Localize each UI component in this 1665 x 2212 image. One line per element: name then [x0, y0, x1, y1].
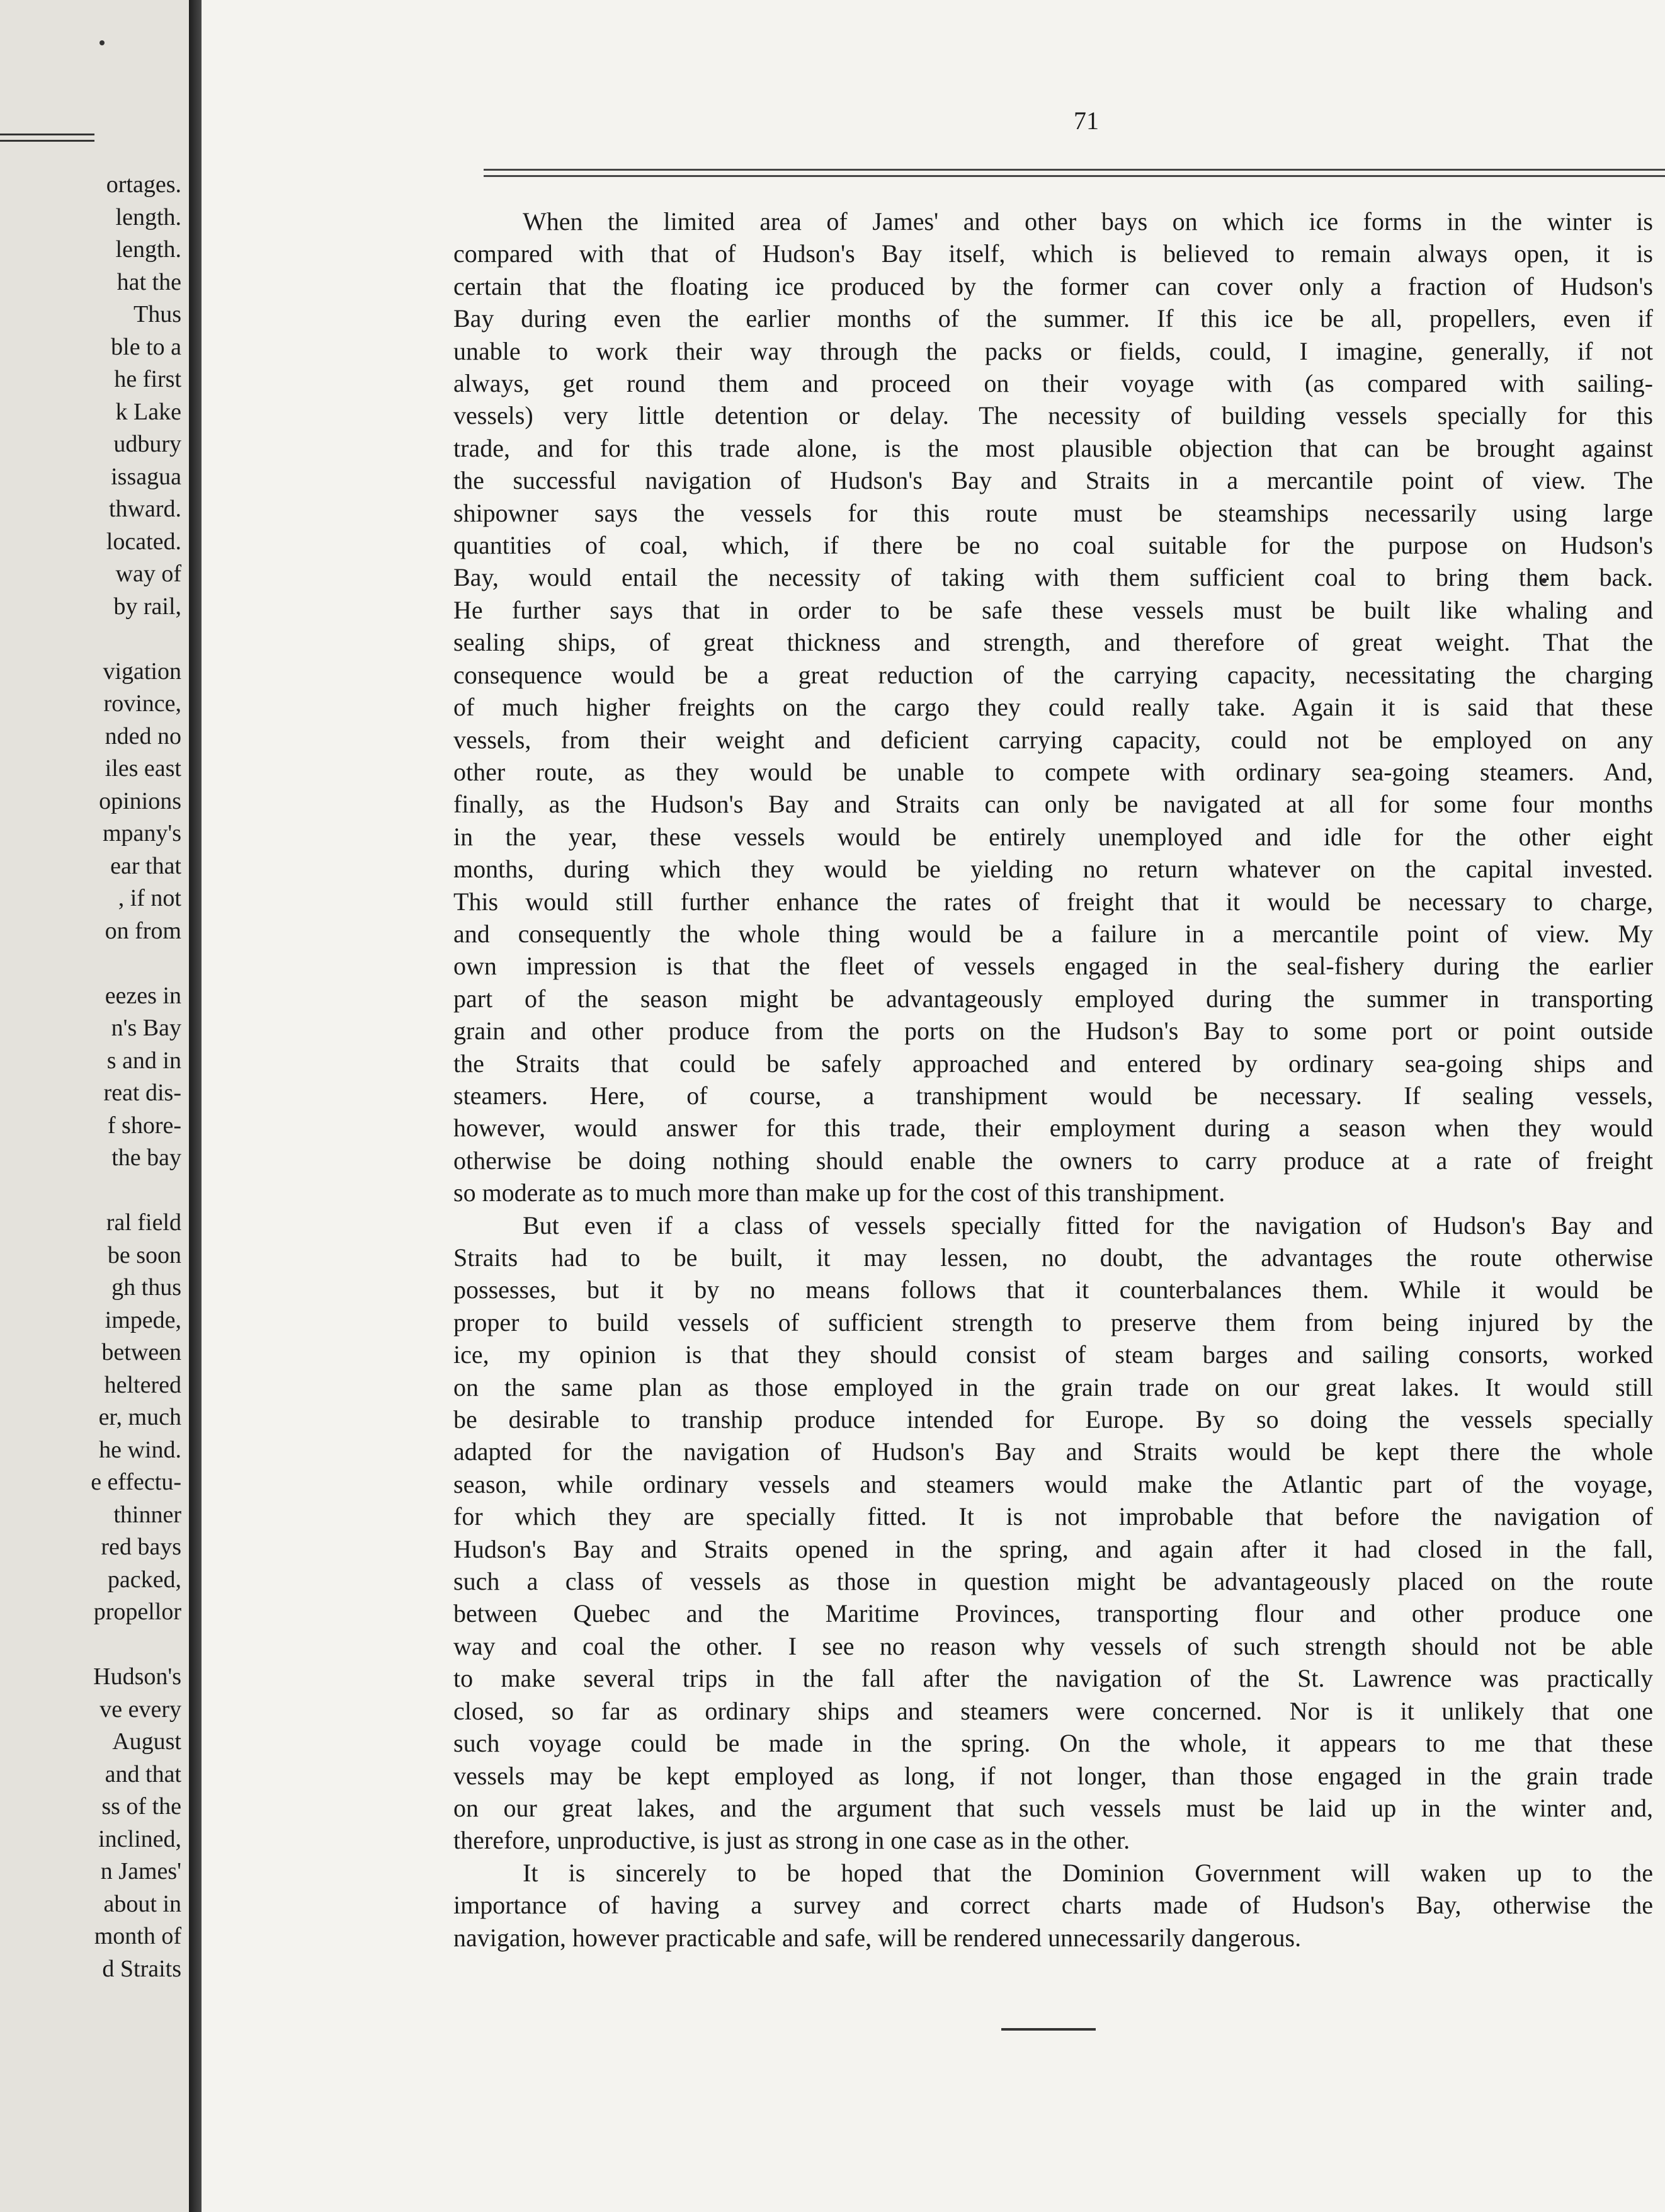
text-line: closed, so far as ordinary ships and steamers were concerned. Nor is it unlikely that one: [453, 1696, 1653, 1725]
left-page-line: iles east: [105, 755, 181, 782]
left-page-line: Hudson's: [93, 1663, 181, 1690]
text-line: the Straits that could be safely approached and entered by ordinary sea-going ships and: [453, 1049, 1653, 1078]
paragraph: [453, 1857, 1653, 1954]
text-line: vessels, from their weight and deficient carrying capacity, could not be employed on any: [453, 725, 1653, 754]
text-line: trade, and for this trade alone, is the most plausible objection that can be brought against: [453, 433, 1653, 462]
left-page-line: ear that: [110, 852, 181, 879]
left-page-fragment: [0, 0, 189, 2212]
text-line: But even if a class of vessels specially fitted for the navigation of Hudson's Bay and: [523, 1211, 1653, 1240]
text-line: Hudson's Bay and Straits opened in the spring, and again after it had closed in the fall,: [453, 1534, 1653, 1563]
text-line: proper to build vessels of sufficient strength to preserve them from being injured by the: [453, 1308, 1653, 1337]
text-line: sealing ships, of great thickness and strength, and therefore of great weight. That the: [453, 628, 1653, 657]
left-page-line: rovince,: [103, 690, 181, 717]
text-line: season, while ordinary vessels and steamers would make the Atlantic part of the voyage,: [453, 1469, 1653, 1498]
text-line: quantities of coal, which, if there be no coal suitable for the purpose on Hudson's: [453, 531, 1653, 560]
left-page-line: hat the: [116, 268, 181, 295]
left-page-line: thward.: [108, 496, 181, 522]
left-page-rule: [0, 134, 94, 135]
left-page-line: by rail,: [113, 593, 181, 620]
left-page-line: the bay: [111, 1144, 181, 1171]
left-page-rule: [0, 140, 94, 142]
text-line: possesses, but it by no means follows that it counterbalances them. While it would be: [453, 1275, 1653, 1304]
left-page-text: [0, 169, 181, 1985]
text-line: otherwise be doing nothing should enable the owners to carry produce at a rate of freight: [453, 1146, 1653, 1175]
left-page-line: ble to a: [111, 333, 181, 360]
text-line: such voyage could be made in the spring. On the whole, it appears to me that these: [453, 1729, 1653, 1758]
left-page-line: e effectu-: [91, 1469, 181, 1495]
text-line: unable to work their way through the packs or fields, could, I imagine, generally, if not: [453, 336, 1653, 365]
paragraph: [453, 205, 1653, 1209]
page-number: 71: [1074, 106, 1099, 135]
left-page-line: thinner: [113, 1501, 181, 1528]
left-page-line: about in: [103, 1890, 181, 1917]
text-line: Straits had to be built, it may lessen, no doubt, the advantages the route otherwise: [453, 1243, 1653, 1272]
left-page-line: s and in: [106, 1047, 181, 1074]
text-line: be desirable to tranship produce intended for Europe. By so doing the vessels specially: [453, 1405, 1653, 1434]
left-page-line: reat dis-: [103, 1080, 181, 1106]
speck: [99, 40, 105, 45]
text-line: When the limited area of James' and other bays on which ice forms in the winter is: [523, 207, 1653, 236]
text-line: months, during which they would be yielding no return whatever on the capital invested.: [453, 855, 1653, 884]
text-line: part of the season might be advantageously employed during the summer in transporting: [453, 984, 1653, 1013]
text-line: Bay, would entail the necessity of taking with them sufficient coal to bring them back.: [453, 563, 1653, 592]
text-line: always, get round them and proceed on their voyage with (as compared with sailing-: [453, 369, 1653, 398]
left-page-line: way of: [115, 561, 181, 587]
text-line: steamers. Here, of course, a transhipment would be necessary. If sealing vessels,: [453, 1081, 1653, 1110]
left-page-line: udbury: [113, 431, 181, 457]
left-page-line: located.: [106, 528, 181, 555]
left-page-line: heltered: [104, 1371, 181, 1398]
left-page-line: er, much: [98, 1404, 181, 1430]
text-line: in the year, these vessels would be entirely unemployed and idle for the other eight: [453, 822, 1653, 851]
left-page-line: between: [101, 1339, 181, 1365]
left-page-line: August: [112, 1728, 181, 1755]
text-line: own impression is that the fleet of vessels engaged in the seal-fishery during the earlier: [453, 952, 1653, 981]
left-page-line: opinions: [99, 787, 181, 814]
left-page-line: gh thus: [111, 1274, 181, 1301]
left-page-line: packed,: [107, 1566, 181, 1593]
text-line: way and coal the other. I see no reason why vessels of such strength should not be able: [453, 1631, 1653, 1660]
text-line: the successful navigation of Hudson's Bay and Straits in a mercantile point of view. The: [453, 466, 1653, 495]
text-line: on the same plan as those employed in the grain trade on our great lakes. It would still: [453, 1372, 1653, 1401]
right-page: [202, 0, 1665, 2212]
text-line: such a class of vessels as those in question might be advantageously placed on the route: [453, 1567, 1653, 1596]
text-line: certain that the floating ice produced by the former can cover only a fraction of Hudson's: [453, 271, 1653, 300]
left-page-line: n James': [100, 1858, 181, 1884]
left-page-line: month of: [94, 1923, 181, 1949]
text-line: grain and other produce from the ports on the Hudson's Bay to some port or point outside: [453, 1017, 1653, 1046]
left-page-line: and that: [105, 1760, 181, 1787]
page-gutter: [189, 0, 202, 2212]
text-line: He further says that in order to be safe these vessels must be built like whaling and: [453, 595, 1653, 624]
left-page-line: d Straits: [102, 1955, 181, 1982]
left-page-line: [0, 947, 181, 980]
body-text: [453, 205, 1653, 1954]
text-line: shipowner says the vessels for this route must be steamships necessarily using large: [453, 498, 1653, 527]
text-line: ice, my opinion is that they should consist of steam barges and sailing consorts, worked: [453, 1340, 1653, 1369]
left-page-line: inclined,: [98, 1825, 181, 1852]
text-line: between Quebec and the Maritime Provinces, transporting flour and other produce one: [453, 1599, 1653, 1628]
header-rule-top: [484, 169, 1665, 171]
paragraph: [453, 1209, 1653, 1857]
text-line: to make several trips in the fall after the navigation of the St. Lawrence was practically: [453, 1664, 1653, 1693]
left-page-line: issagua: [111, 463, 181, 490]
left-page-line: ve every: [99, 1696, 181, 1723]
end-rule: [1001, 2028, 1096, 2031]
header-rule-bottom: [484, 175, 1665, 177]
text-line: adapted for the navigation of Hudson's Bay and Straits would be kept there the whole: [453, 1437, 1653, 1466]
left-page-line: ral field: [106, 1209, 181, 1236]
left-page-line: f shore-: [107, 1112, 181, 1139]
left-page-line: he wind.: [99, 1436, 181, 1463]
text-line: importance of having a survey and correct charts made of Hudson's Bay, otherwise the: [453, 1891, 1653, 1920]
text-line: This would still further enhance the rates of freight that it would be necessary to charge,: [453, 887, 1653, 916]
left-page-line: , if not: [118, 885, 181, 911]
left-page-line: [0, 623, 181, 656]
text-line: for which they are specially fitted. It is not improbable that before the navigation of: [453, 1502, 1653, 1531]
text-line: of much higher freights on the cargo they could really take. Again it is said that these: [453, 693, 1653, 722]
text-line: Bay during even the earlier months of the summer. If this ice be all, propellers, even if: [453, 304, 1653, 333]
left-page-line: nded no: [105, 722, 181, 750]
left-page-line: mpany's: [102, 820, 181, 847]
left-page-line: he first: [114, 366, 181, 392]
left-page-line: Thus: [134, 301, 181, 328]
text-line: navigation, however practicable and safe, will be rendered unnecessarily dangerous.: [453, 1923, 1302, 1952]
left-page-line: propellor: [93, 1599, 181, 1625]
left-page-line: ss of the: [101, 1793, 181, 1820]
left-page-line: eezes in: [105, 982, 181, 1009]
text-line: however, would answer for this trade, their employment during a season when they would: [453, 1114, 1653, 1143]
left-page-line: on from: [105, 917, 181, 944]
text-line: and consequently the whole thing would be a failure in a mercantile point of view. My: [453, 919, 1653, 948]
text-line: vessels may be kept employed as long, if not longer, than those engaged in the grain trade: [453, 1761, 1653, 1790]
left-page-line: n's Bay: [111, 1015, 181, 1041]
text-line: finally, as the Hudson's Bay and Straits can only be navigated at all for some four months: [453, 790, 1653, 819]
left-page-line: [0, 1175, 181, 1207]
left-page-line: [0, 1629, 181, 1662]
text-line: consequence would be a great reduction of the carrying capacity, necessitating the charging: [453, 660, 1653, 689]
text-line: on our great lakes, and the argument that such vessels must be laid up in the winter and,: [453, 1793, 1653, 1822]
text-line: vessels) very little detention or delay. The necessity of building vessels specially for this: [453, 401, 1653, 430]
text-line: compared with that of Hudson's Bay itself, which is believed to remain always open, it is: [453, 239, 1653, 268]
left-page-line: impede,: [105, 1306, 181, 1333]
left-page-line: length.: [115, 203, 181, 231]
left-page-line: be soon: [107, 1241, 181, 1268]
text-line: other route, as they would be unable to compete with ordinary sea-going steamers. And,: [453, 757, 1653, 786]
left-page-line: vigation: [103, 658, 181, 685]
left-page-line: k Lake: [115, 398, 181, 425]
left-page-line: red bays: [101, 1534, 181, 1560]
text-line: It is sincerely to be hoped that the Dominion Government will waken up to the: [523, 1858, 1653, 1887]
text-line: therefore, unproductive, is just as strong in one case as in the other.: [453, 1826, 1130, 1855]
text-line: so moderate as to much more than make up for the cost of this transhipment.: [453, 1178, 1225, 1207]
left-page-line: length.: [115, 236, 181, 263]
left-page-line: ortages.: [106, 171, 181, 198]
